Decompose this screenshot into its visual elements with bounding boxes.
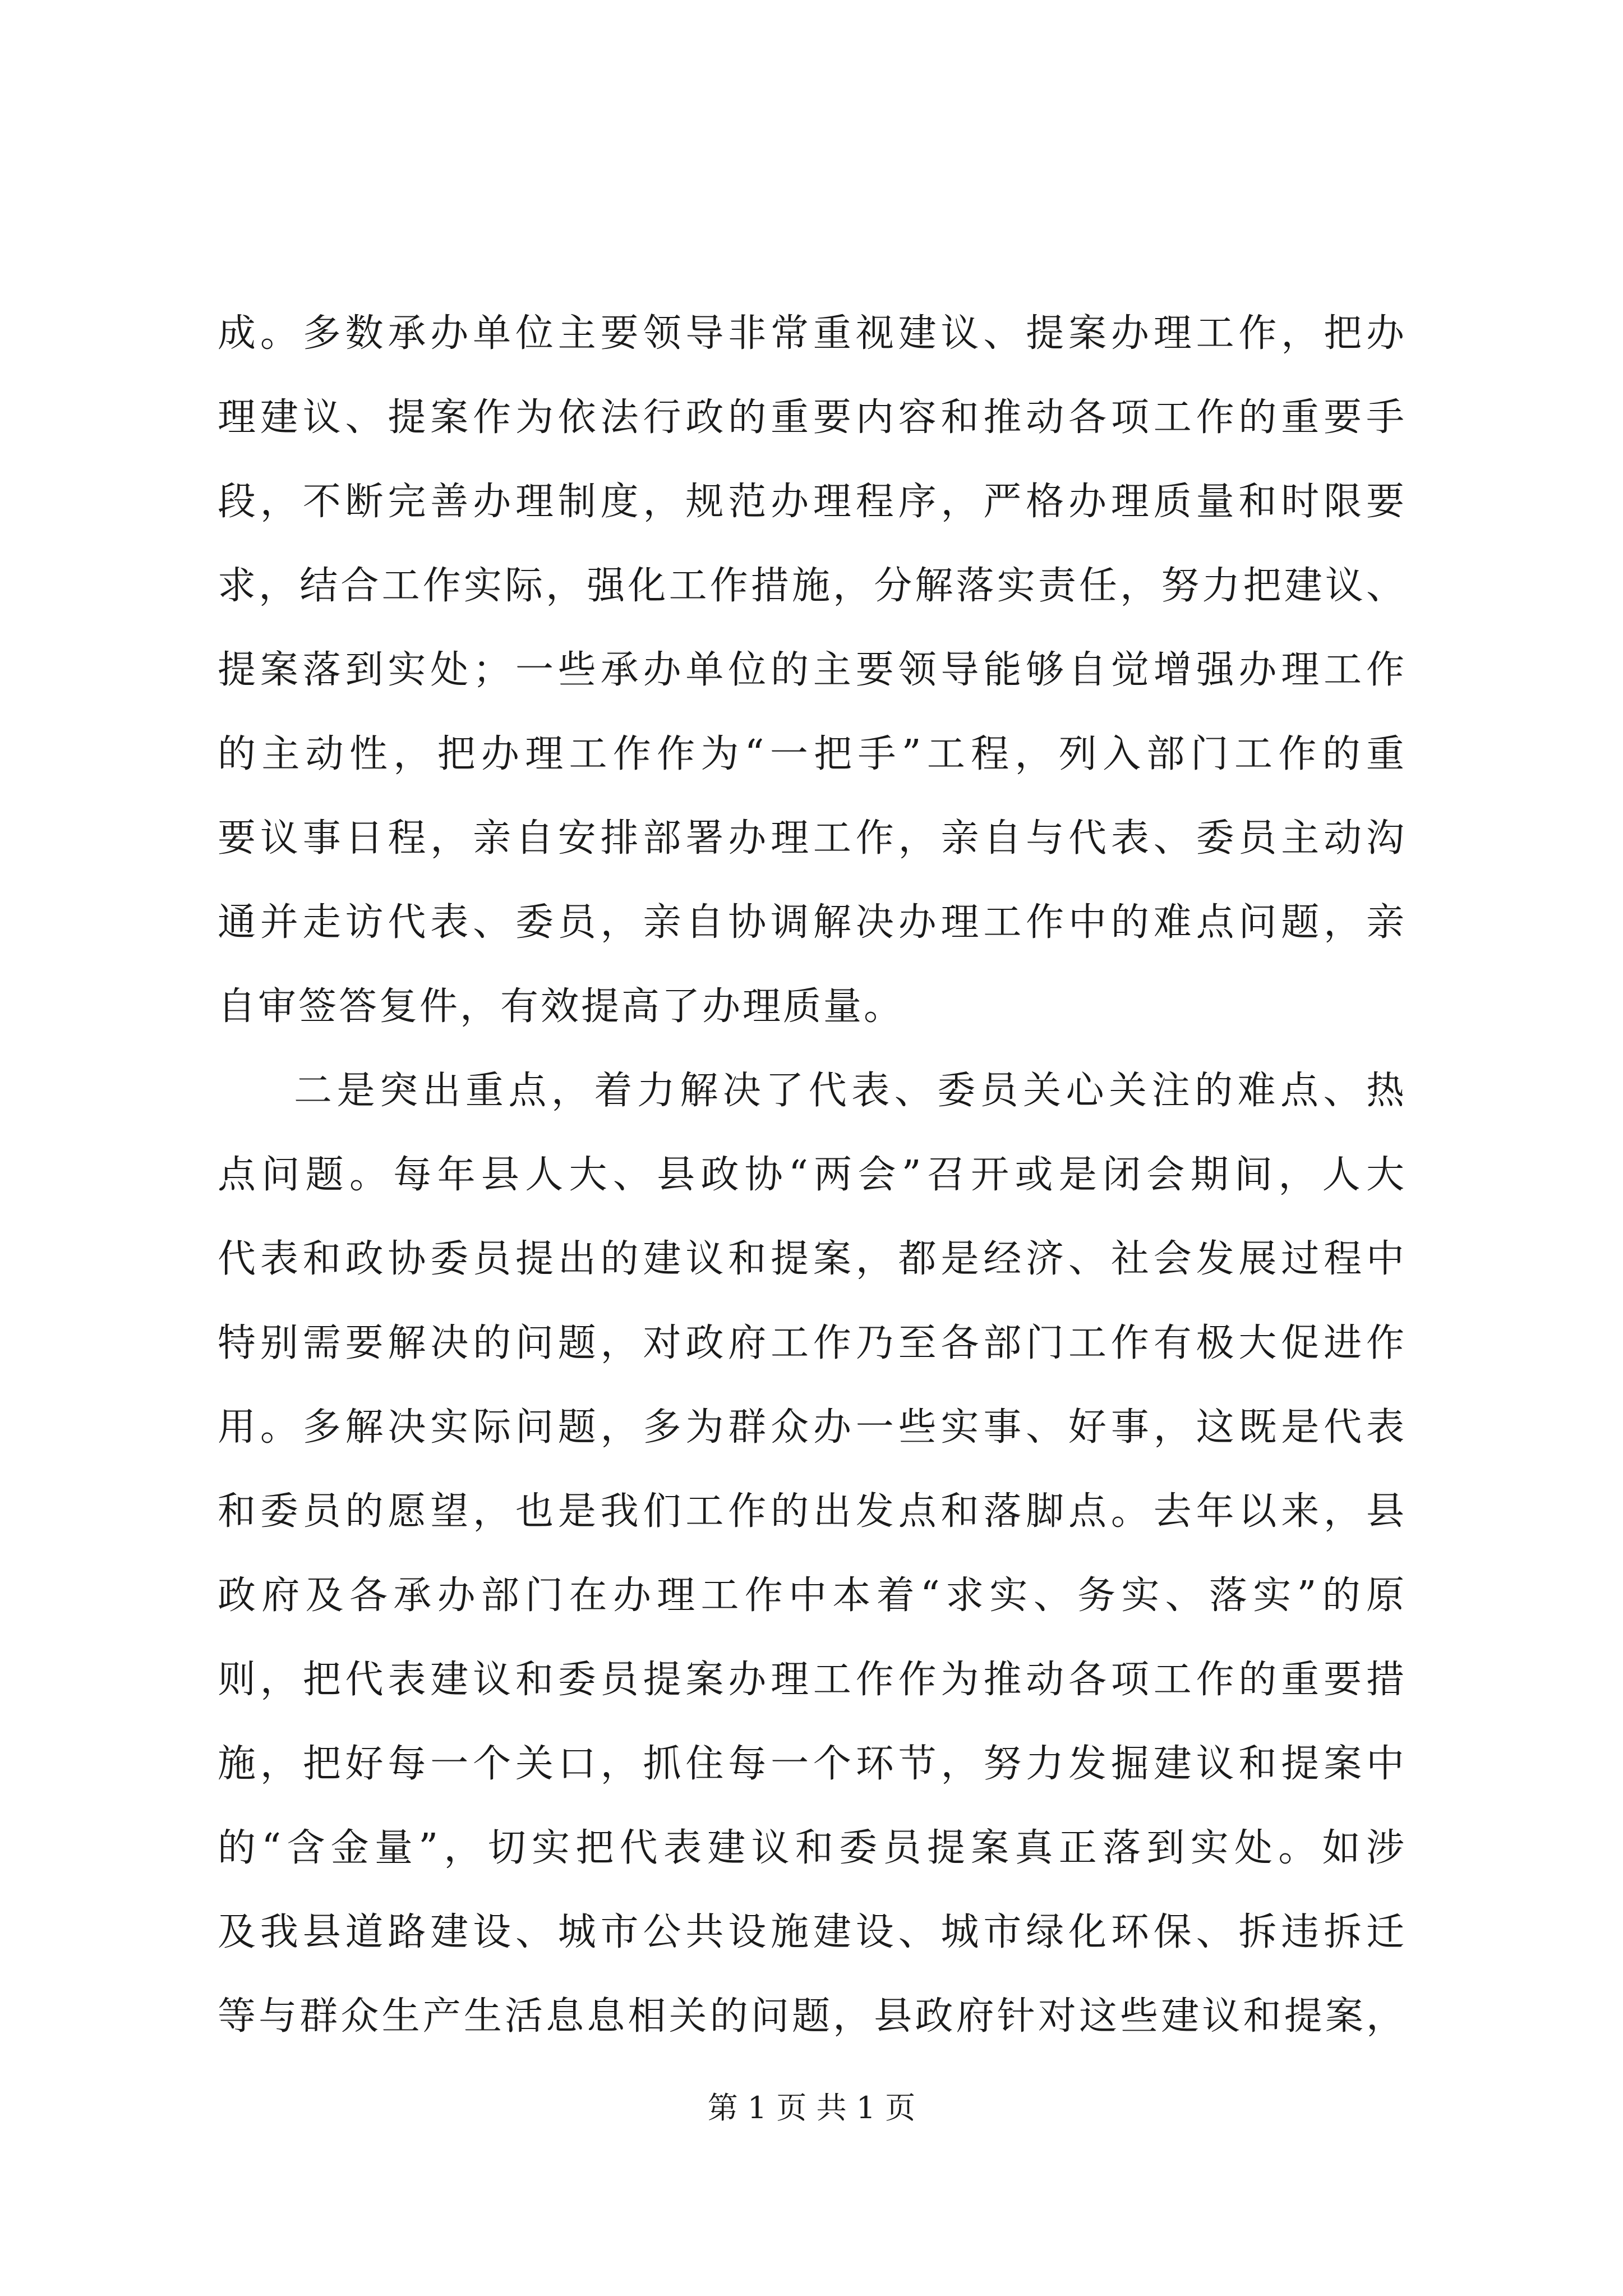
text-line: 求，结合工作实际，强化工作措施，分解落实责任，努力把建议、 [218, 564, 1407, 608]
text-line: 通并走访代表、委员，亲自协调解决办理工作中的难点问题，亲 [218, 900, 1407, 945]
text-line: 和委员的愿望，也是我们工作的出发点和落脚点。去年以来，县 [218, 1489, 1407, 1534]
text-line: 特别需要解决的问题，对政府工作乃至各部门工作有极大促进作 [218, 1321, 1407, 1365]
text-line: 则，把代表建议和委员提案办理工作作为推动各项工作的重要措 [218, 1658, 1407, 1702]
paragraph-1 [218, 292, 1407, 1049]
page-footer: 第 1 页 共 1 页 [707, 2090, 916, 2125]
text-line: 代表和政协委员提出的建议和提案，都是经济、社会发展过程中 [218, 1237, 1407, 1281]
text-line: 成。多数承办单位主要领导非常重视建议、提案办理工作，把办 [218, 311, 1407, 356]
text-line: 段，不断完善办理制度，规范办理程序，严格办理质量和时限要 [218, 480, 1407, 524]
text-line: 点问题。每年县人大、县政协“两会”召开或是闭会期间，人大 [218, 1153, 1407, 1197]
text-line: 二是突出重点，着力解决了代表、委员关心关注的难点、热 [294, 1069, 1407, 1113]
text-line: 提案落到实处；一些承办单位的主要领导能够自觉增强办理工作 [218, 648, 1407, 692]
document-body [218, 292, 1407, 2059]
text-line: 政府及各承办部门在办理工作中本着“求实、务实、落实”的原 [218, 1573, 1407, 1618]
text-line: 及我县道路建设、城市公共设施建设、城市绿化环保、拆违拆迁 [218, 1910, 1407, 1954]
text-line: 的“含金量”，切实把代表建议和委员提案真正落到实处。如涉 [218, 1826, 1407, 1870]
text-line: 自审签答复件，有效提高了办理质量。 [218, 984, 905, 1029]
text-line: 施，把好每一个关口，抓住每一个环节，努力发掘建议和提案中 [218, 1742, 1407, 1786]
text-line: 要议事日程，亲自安排部署办理工作，亲自与代表、委员主动沟 [218, 816, 1407, 861]
text-line: 用。多解决实际问题，多为群众办一些实事、好事，这既是代表 [218, 1405, 1407, 1450]
text-line: 等与群众生产生活息息相关的问题，县政府针对这些建议和提案， [218, 1994, 1407, 2039]
text-line: 理建议、提案作为依法行政的重要内容和推动各项工作的重要手 [218, 395, 1407, 440]
paragraph-2 [218, 1049, 1407, 2059]
text-line: 的主动性，把办理工作作为“一把手”工程，列入部门工作的重 [218, 732, 1407, 776]
